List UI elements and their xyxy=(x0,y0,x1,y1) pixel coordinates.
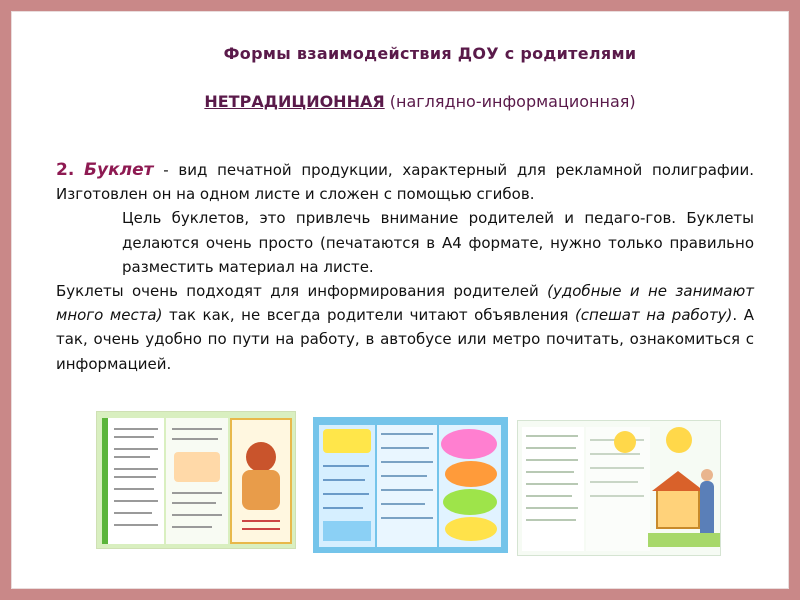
item-number: 2. xyxy=(56,160,75,180)
sun-icon xyxy=(666,427,692,453)
usage-text-c: . А так, очень удобно по пути на работу, в автобусе или метро почитать, ознакомиться с информацией. xyxy=(56,306,754,373)
booklet-panel xyxy=(377,425,437,547)
definition-text: - вид печатной продукции, характерный для рекламной полиграфии. Изготовлен он на одном листе и сложен с помощью сгибов. xyxy=(56,161,754,204)
usage-text-b: так как, не всегда родители читают объявления xyxy=(162,306,575,325)
paragraph-usage xyxy=(56,279,754,376)
usage-aside-2: (спешат на работу) xyxy=(574,306,733,325)
usage-aside-1: (удобные и не занимают много места) xyxy=(56,282,754,325)
booklet-image-blue xyxy=(313,417,508,553)
house-icon xyxy=(656,489,700,529)
subtitle-emphasis: НЕТРАДИЦИОННАЯ xyxy=(204,92,385,111)
booklet-panel xyxy=(230,418,292,544)
booklet-panel xyxy=(166,418,228,544)
subtitle-rest: (наглядно-информационная) xyxy=(384,92,636,111)
booklet-panel xyxy=(439,425,501,547)
term-booklet: Буклет xyxy=(84,160,154,180)
slide-title: Формы взаимодействия ДОУ с родителями xyxy=(223,44,637,63)
usage-text-a: Буклеты очень подходят для информирования родителей xyxy=(56,282,548,301)
slide xyxy=(11,11,789,589)
booklet-image-green xyxy=(96,411,296,549)
body-text xyxy=(56,158,754,376)
slide-subtitle xyxy=(12,92,788,111)
paragraph-definition xyxy=(56,158,754,206)
paragraph-purpose: Цель буклетов, это привлечь внимание родителей и педаго-гов. Буклеты делаются очень просто (печатаются в А4 формате, нужно только правильно разместить материал на листе. xyxy=(122,209,754,276)
booklet-panel xyxy=(319,425,375,547)
booklet-panel xyxy=(102,418,164,544)
sun-icon xyxy=(614,431,636,453)
booklet-image-sun xyxy=(517,420,721,556)
